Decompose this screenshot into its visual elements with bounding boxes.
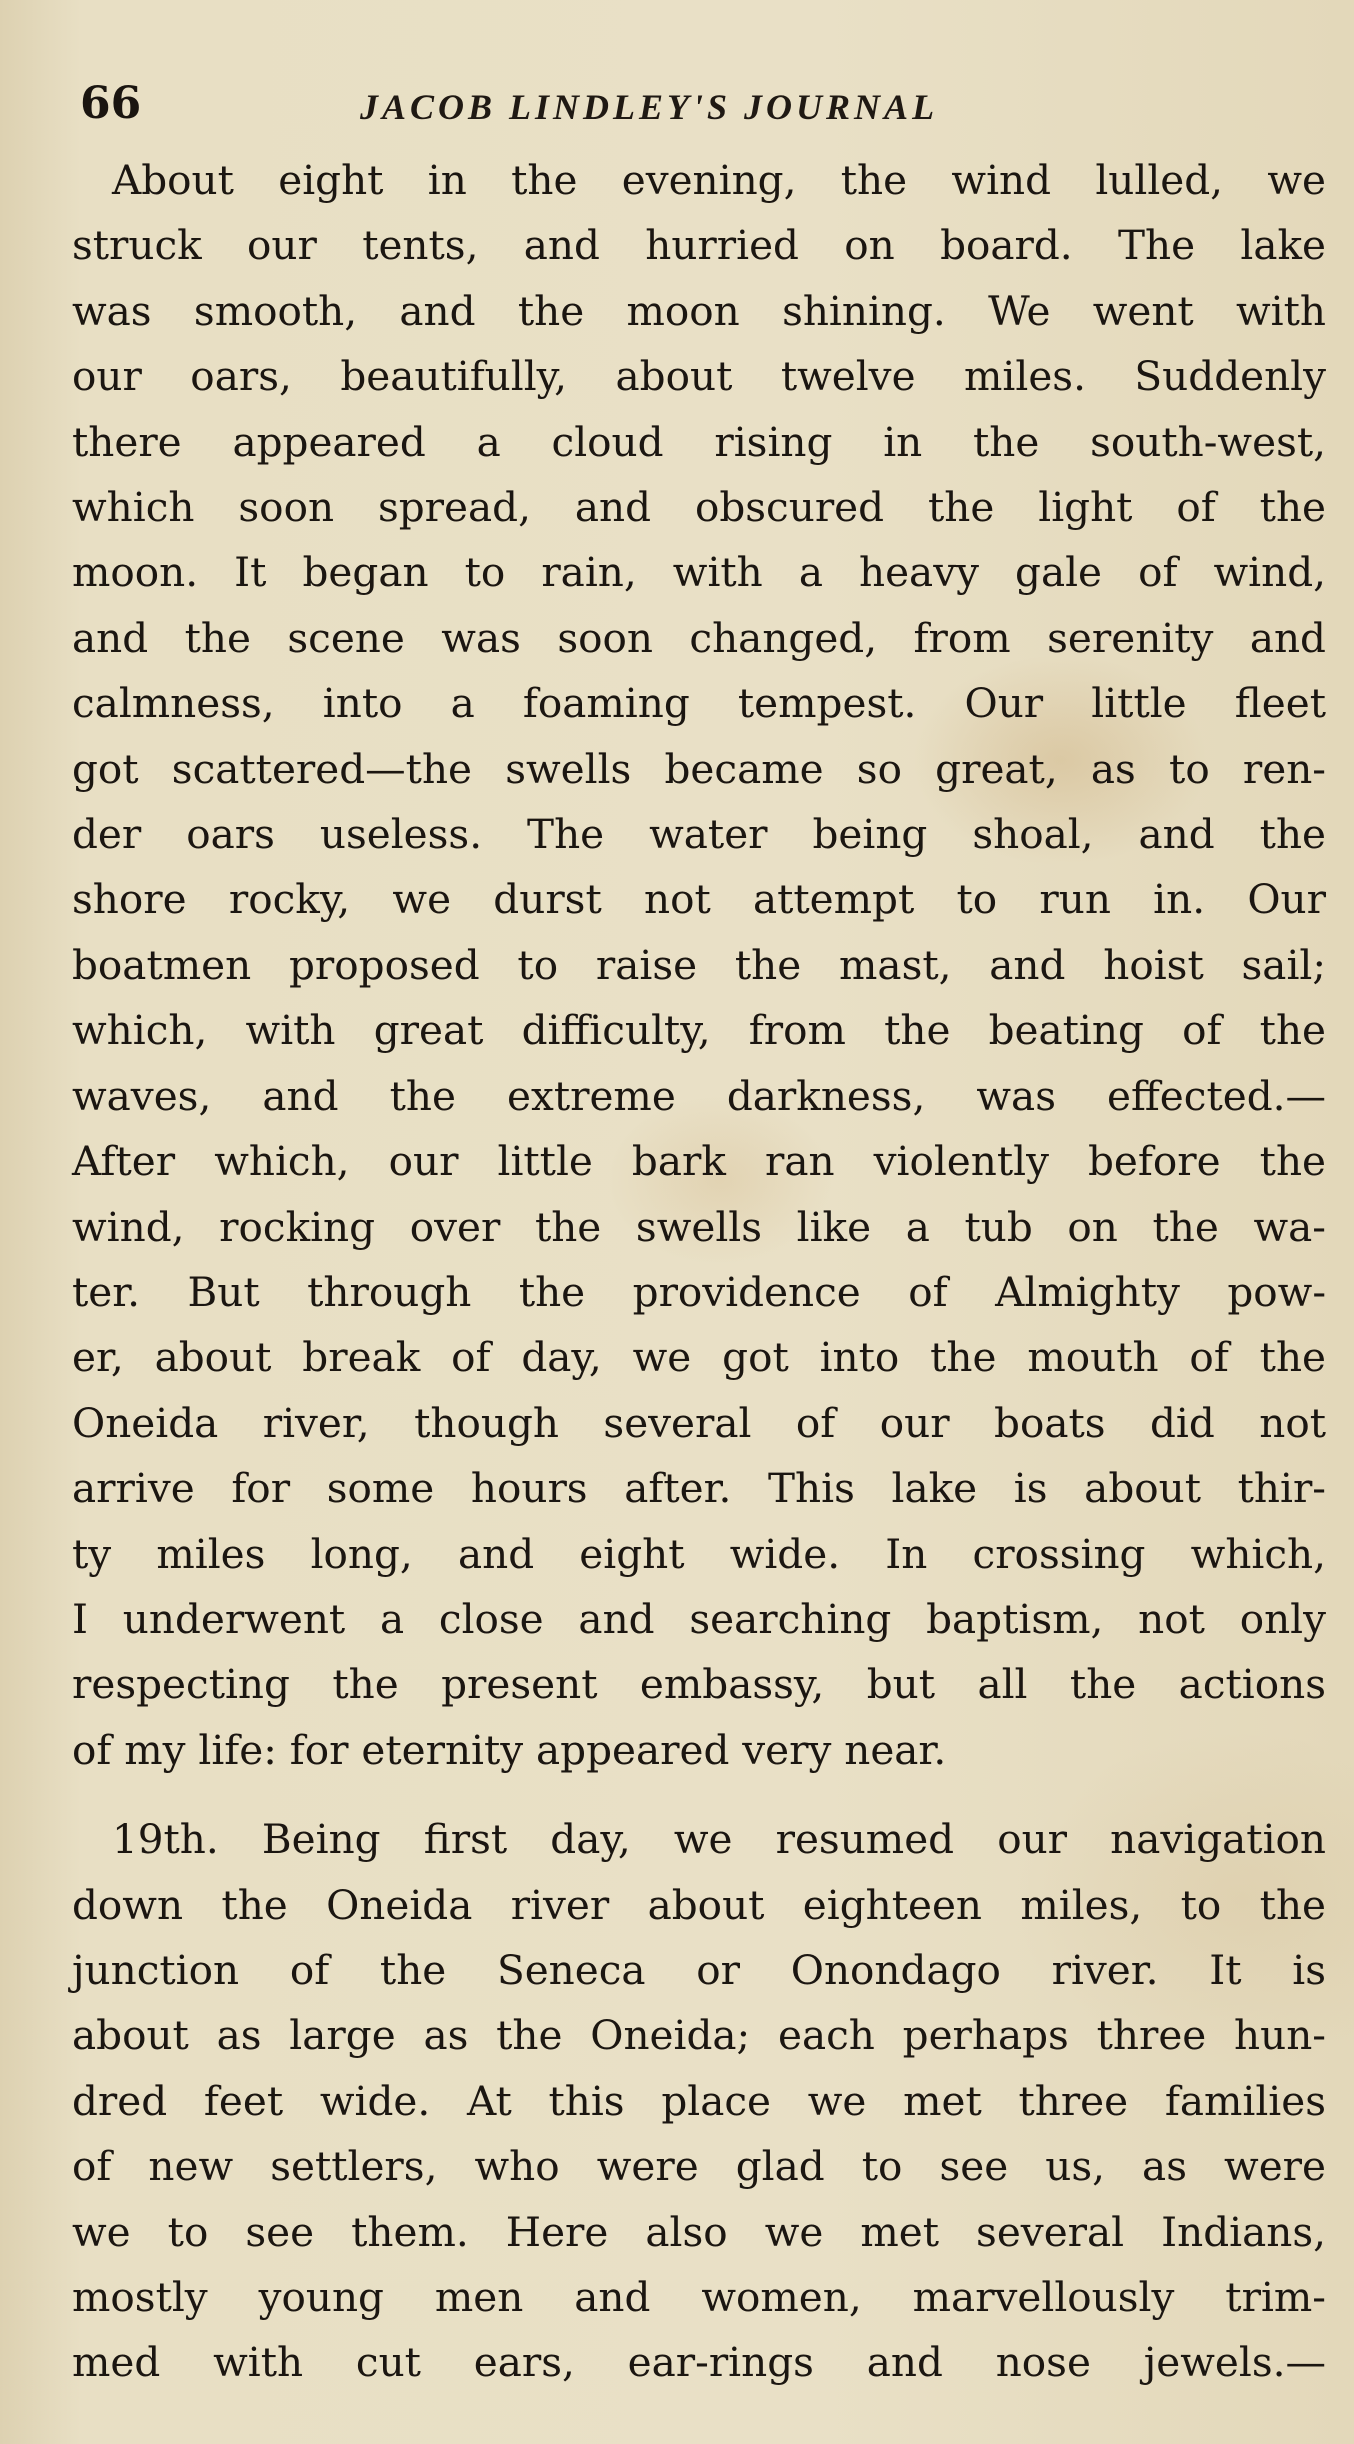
text-line: After which, our little bark ran violently before the [72,1137,1326,1186]
text-line: der oars useless. The water being shoal, and the [72,810,1326,859]
text-line: er, about break of day, we got into the mouth of the [72,1333,1326,1382]
paragraph-2 [72,1807,1326,2396]
text-line: junction of the Seneca or Onondago river. It is [72,1945,1326,1994]
text-line: there appeared a cloud rising in the south-west, [72,417,1326,466]
text-line: 19th. Being first day, we resumed our navigation [112,1815,1326,1864]
text-line: we to see them. Here also we met several Indians, [72,2207,1326,2256]
text-line: about as large as the Oneida; each perhaps three hun- [72,2011,1326,2060]
text-line: I underwent a close and searching baptism, not only [72,1594,1326,1643]
text-line: and the scene was soon changed, from serenity and [72,613,1326,662]
text-line: boatmen proposed to raise the mast, and hoist sail; [72,940,1326,989]
text-line: ter. But through the providence of Almighty pow- [72,1267,1326,1316]
text-line: calmness, into a foaming tempest. Our little fleet [72,679,1326,728]
paragraph-1 [72,148,1326,1783]
page-header [80,78,1300,138]
text-line: our oars, beautifully, about twelve miles. Suddenly [72,352,1326,401]
text-line: shore rocky, we durst not attempt to run in. Our [72,875,1326,924]
text-line: of new settlers, who were glad to see us, as were [72,2142,1326,2191]
body-text [72,148,1326,2396]
text-line: About eight in the evening, the wind lulled, we [112,156,1326,204]
text-line: dred feet wide. At this place we met three families [72,2076,1326,2125]
text-line: was smooth, and the moon shining. We went with [72,286,1326,335]
running-head: JACOB LINDLEY'S JOURNAL [360,87,939,127]
text-line: which, with great difficulty, from the beating of the [72,1006,1326,1055]
text-line: respecting the present embassy, but all the actions [72,1660,1326,1709]
text-line: wind, rocking over the swells like a tub on the wa- [72,1202,1326,1251]
text-line: Oneida river, though several of our boats did not [72,1398,1326,1447]
text-line: of my life: for eternity appeared very near. [72,1725,947,1774]
text-line: ty miles long, and eight wide. In crossing which, [72,1529,1326,1578]
page-number: 66 [80,78,142,129]
text-line: waves, and the extreme darkness, was effected.— [72,1071,1326,1120]
text-line: down the Oneida river about eighteen miles, to the [72,1880,1326,1929]
text-line: got scattered—the swells became so great, as to ren- [72,744,1326,793]
text-line: mostly young men and women, marvellously trim- [72,2273,1326,2321]
text-line: moon. It began to rain, with a heavy gale of wind, [72,548,1326,597]
text-line: med with cut ears, ear-rings and nose jewels.— [72,2338,1326,2387]
text-line: struck our tents, and hurried on board. The lake [72,221,1326,270]
text-line: arrive for some hours after. This lake is about thir- [72,1464,1326,1513]
text-line: which soon spread, and obscured the light of the [72,483,1326,532]
